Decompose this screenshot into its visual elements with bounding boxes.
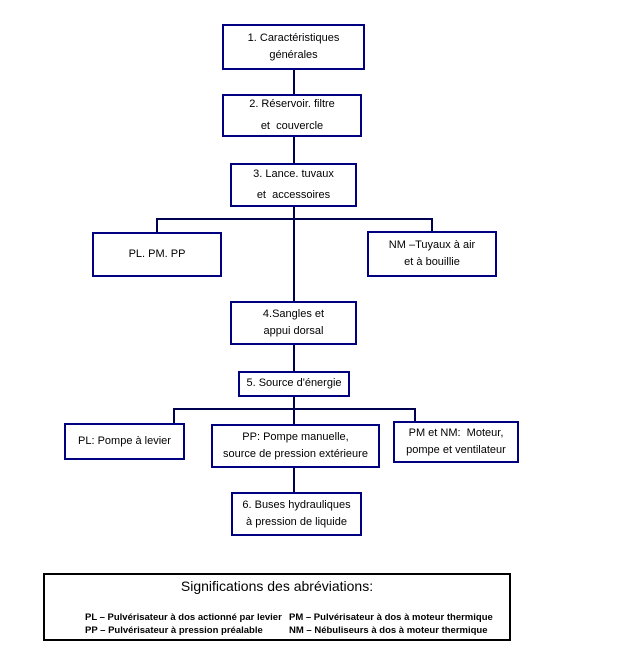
legend-column-left [85,611,289,637]
legend-item-pp: PP – Pulvérisateur à pression préalable [85,625,263,636]
flow-box-lance-tuyaux-accessoires [230,163,357,207]
legend-title: Significations des abréviations: [180,578,374,594]
flow-box-pp-pompe-manuelle [211,424,380,468]
box-text-line: 4.Sangles et [262,307,325,320]
box-text-line: source de pression extérieure [223,448,368,460]
connector-drop-left-pl-levier [173,408,175,423]
connector-box2-box3 [293,137,295,163]
connector-branch-level5 [173,408,416,410]
legend-item-pm: PM – Pulvérisateur à dos à moteur thermique [289,612,493,623]
connector-drop-right-pm-nm [414,408,416,421]
connector-box5-boxpp [293,397,295,424]
flow-box-sangles-appui-dorsal [230,301,357,345]
box-text-line: 3. Lance. tuvaux [253,167,334,180]
box-text-line: PL: Pompe à levier [78,434,171,447]
flow-box-reservoir-filtre-couvercle [222,94,362,137]
connector-box3-box4 [293,207,295,301]
connector-branch-level3 [156,218,433,220]
box-text-line: 1. Caractéristiques [247,31,340,44]
box-text-line: NM –Tuyaux à air [388,238,476,251]
box-text-line: 2. Réservoir. filtre [249,98,335,111]
connector-drop-right-nm [431,218,433,231]
connector-box1-box2 [293,70,295,94]
box-text-line: 6. Buses hydrauliques [242,498,351,511]
box-text-line: à pression de liquide [246,516,347,528]
connector-box4-box5 [293,345,295,371]
legend-item-nm: NM – Nébuliseurs à dos à moteur thermique [289,625,488,636]
box-text-line: générales [269,49,318,61]
flow-box-caracteristiques-generales [222,24,365,70]
flow-box-pl-pm-pp [92,232,222,277]
box-text-line: et couvercle [260,119,324,132]
connector-boxpp-box6 [293,468,295,492]
abbreviations-legend-box [43,573,511,641]
flow-box-source-energie [238,371,350,397]
box-text-line: PP: Pompe manuelle, [242,430,349,443]
box-text-line: PL. PM. PP [128,247,186,260]
box-text-line: et accessoires [256,189,331,201]
connector-drop-left-pl-pm-pp [156,218,158,232]
box-text-line: et à bouillie [404,256,460,268]
box-text-line: pompe et ventilateur [406,444,506,456]
legend-item-pl: PL – Pulvérisateur à dos actionné par levier [85,612,282,623]
legend-columns [45,611,509,637]
flow-box-nm-tuyaux-air-bouillie [367,231,497,277]
flow-box-pm-nm-moteur-ventilateur [393,421,519,463]
box-text-line: 5. Source d'énergie [246,377,342,390]
box-text-line: appui dorsal [263,325,324,337]
box-text-line: PM et NM: Moteur, [408,426,504,439]
flow-box-buses-hydrauliques [231,492,362,536]
legend-column-right [289,611,493,637]
flow-box-pl-pompe-levier [64,423,185,460]
